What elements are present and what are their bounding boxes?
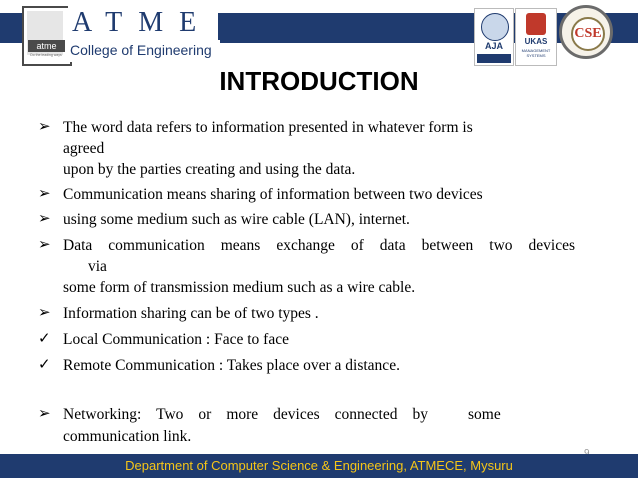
- bullet-line: Local Communication : Face to face: [63, 331, 289, 348]
- arrow-bullet-icon: ➢: [38, 119, 51, 135]
- bullet-line: Data communication means exchange of data between two devices: [63, 237, 575, 254]
- crown-icon: [526, 13, 546, 35]
- logo-tagline: Do the leading ways: [30, 53, 62, 57]
- arrow-bullet-icon: ➢: [38, 406, 51, 422]
- aja-label: AJA: [484, 41, 503, 51]
- bullet-line: Networking: Two or more devices connected by: [63, 406, 428, 423]
- bullet-line: The word data refers to information presented in whatever form is: [63, 119, 473, 136]
- footer-department: Department of Computer Science & Engineering, ATMECE, Mysuru: [125, 458, 513, 473]
- bullet-line: Communication means sharing of information between two devices: [63, 186, 483, 203]
- ukas-logo: [515, 8, 557, 66]
- bullet-line: agreed: [63, 140, 105, 157]
- aja-emblem-icon: [481, 13, 509, 41]
- atme-logo: [22, 6, 72, 66]
- ukas-label: UKAS: [524, 37, 548, 46]
- cse-logo: [559, 5, 613, 59]
- ukas-sub: MANAGEMENT SYSTEMS: [521, 48, 551, 58]
- aja-logo: [474, 8, 514, 66]
- bullet-line: some form of transmission medium such as a wire cable.: [63, 279, 416, 296]
- check-bullet-icon: ✓: [38, 357, 51, 373]
- arrow-bullet-icon: ➢: [38, 237, 51, 253]
- bullet-line: via: [88, 258, 107, 275]
- bullet-line: using some medium such as wire cable (LAN), internet.: [63, 211, 410, 228]
- logo-text: atme: [28, 40, 65, 52]
- arrow-bullet-icon: ➢: [38, 211, 51, 227]
- page-title: INTRODUCTION: [219, 66, 419, 96]
- bullet-line: some: [468, 406, 501, 423]
- bullet-line: upon by the parties creating and using the data.: [63, 161, 356, 178]
- bullet-line: communication link.: [63, 428, 192, 445]
- bullet-line: Information sharing can be of two types .: [63, 305, 319, 322]
- arrow-bullet-icon: ➢: [38, 305, 51, 321]
- brand-letters: ATME: [72, 7, 213, 38]
- check-bullet-icon: ✓: [38, 331, 51, 347]
- aja-bar: [477, 54, 511, 63]
- bullet-line: Remote Communication : Takes place over a distance.: [63, 357, 400, 374]
- college-name: College of Engineering: [70, 42, 212, 58]
- cse-label: CSE: [571, 17, 605, 51]
- arrow-bullet-icon: ➢: [38, 186, 51, 202]
